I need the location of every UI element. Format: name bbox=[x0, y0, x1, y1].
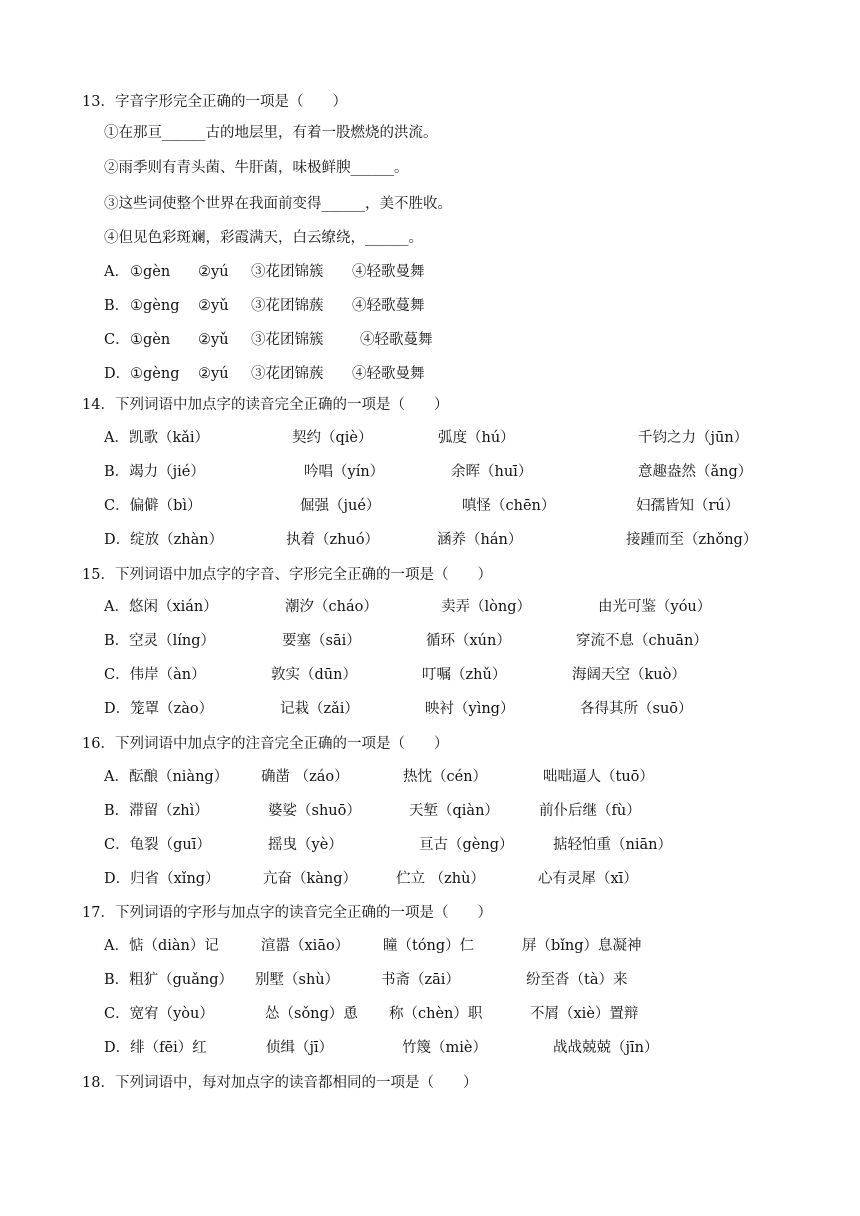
option-part: 纷至沓（tà）来 bbox=[526, 972, 628, 988]
option-part: 咄咄逼人（tuō） bbox=[543, 769, 654, 785]
option-part: D．绯（fēi）红 bbox=[104, 1040, 207, 1056]
option-part: 意趣盎然（ǎng） bbox=[638, 464, 753, 480]
option-part: ②yú bbox=[198, 366, 229, 382]
option-part: ③花团锦蔟 bbox=[251, 298, 324, 314]
option-letter: C． bbox=[104, 332, 130, 348]
option-part: 吟唱（yín） bbox=[304, 464, 385, 480]
option-part: 涵养（hán） bbox=[437, 532, 523, 548]
option-part: 映衬（yìng） bbox=[425, 701, 515, 717]
option-part: 执着（zhuó） bbox=[286, 532, 380, 548]
option-part: 接踵而至（zhǒng） bbox=[626, 532, 758, 548]
option-part: A．酝酿（niàng） bbox=[104, 769, 229, 785]
option-part: C．龟裂（guī） bbox=[104, 837, 211, 853]
option-part: D．绽放（zhàn） bbox=[104, 532, 224, 548]
question-13-sub-3: ③这些词使整个世界在我面前变得______，美不胜收。 bbox=[104, 196, 452, 212]
option-part: 摇曳（yè） bbox=[268, 837, 343, 853]
option-part: 怂（sǒng）恿 bbox=[265, 1006, 358, 1022]
option-part: C．伟岸（àn） bbox=[104, 667, 206, 683]
option-letter: A． bbox=[104, 264, 129, 280]
question-13-stem: 13．字音字形完全正确的一项是（ ） bbox=[82, 94, 347, 110]
option-part: 海阔天空（kuò） bbox=[572, 667, 686, 683]
option-part: ②yǔ bbox=[198, 332, 229, 348]
option-part: 瞳（tóng）仁 bbox=[383, 938, 475, 954]
option-part: A．惦（diàn）记 bbox=[104, 938, 219, 954]
option-part: 伫立 （zhù） bbox=[396, 871, 485, 887]
option-part: 记栽（zǎi） bbox=[280, 701, 359, 717]
option-part: D．笼罩（zào） bbox=[104, 701, 214, 717]
option-part: ①gèng bbox=[130, 366, 180, 382]
option-part: 由光可鉴（yóu） bbox=[598, 599, 712, 615]
option-part: C．宽宥（yòu） bbox=[104, 1006, 214, 1022]
option-part: 亘古（gèng） bbox=[419, 837, 514, 853]
question-17-stem: 17．下列词语的字形与加点字的读音完全正确的一项是（ ） bbox=[82, 905, 492, 921]
option-part: 余晖（huī） bbox=[451, 464, 533, 480]
option-part: 妇孺皆知（rú） bbox=[636, 498, 740, 514]
question-15-stem: 15．下列词语中加点字的字音、字形完全正确的一项是（ ） bbox=[82, 567, 492, 583]
option-part: ④轻歌曼舞 bbox=[352, 366, 425, 382]
option-part: ④轻歌蔓舞 bbox=[352, 298, 425, 314]
option-part: 循环（xún） bbox=[426, 633, 511, 649]
option-part: B．空灵（líng） bbox=[104, 633, 216, 649]
option-part: 要塞（sāi） bbox=[282, 633, 361, 649]
question-16-stem: 16．下列词语中加点字的注音完全正确的一项是（ ） bbox=[82, 736, 449, 752]
option-part: 不屑（xiè）置辩 bbox=[530, 1006, 639, 1022]
option-part: B．粗犷（guǎng） bbox=[104, 972, 234, 988]
option-letter: D． bbox=[104, 366, 131, 382]
option-part: 潮汐（cháo） bbox=[285, 599, 378, 615]
option-part: 掂轻怕重（niān） bbox=[553, 837, 672, 853]
option-part: ④轻歌曼舞 bbox=[352, 264, 425, 280]
option-part: 屏（bǐng）息凝神 bbox=[522, 938, 642, 954]
option-part: 敦实（dūn） bbox=[271, 667, 357, 683]
option-part: 契约（qiè） bbox=[292, 430, 373, 446]
option-part: 侦缉（jī） bbox=[266, 1040, 334, 1056]
question-13-sub-4: ④但见色彩斑斓，彩霞满天，白云缭绕，______。 bbox=[104, 230, 423, 246]
option-part: 亢奋（kàng） bbox=[263, 871, 358, 887]
option-part: 热忱（cén） bbox=[403, 769, 488, 785]
question-13-sub-2: ②雨季则有青头菌、牛肝菌，味极鲜腴______。 bbox=[104, 160, 409, 176]
option-part: ①gèng bbox=[130, 298, 180, 314]
option-part: ②yǔ bbox=[198, 298, 229, 314]
option-part: B．竭力（jié） bbox=[104, 464, 205, 480]
option-part: D．归省（xǐng） bbox=[104, 871, 220, 887]
option-part: ④轻歌蔓舞 bbox=[360, 332, 433, 348]
option-part: 穿流不息（chuān） bbox=[576, 633, 708, 649]
option-part: 心有灵犀（xī） bbox=[538, 871, 638, 887]
option-part: B．滞留（zhì） bbox=[104, 803, 209, 819]
option-part: 书斋（zāi） bbox=[381, 972, 460, 988]
option-part: ①gèn bbox=[130, 332, 171, 348]
option-part: 卖弄（lòng） bbox=[441, 599, 531, 615]
option-part: 天堑（qiàn） bbox=[409, 803, 499, 819]
option-part: 确凿 （záo） bbox=[261, 769, 349, 785]
question-13-sub-1: ①在那亘______古的地层里，有着一股燃烧的洪流。 bbox=[104, 125, 438, 141]
option-part: C．偏僻（bì） bbox=[104, 498, 202, 514]
option-part: 渲嚣（xiāo） bbox=[261, 938, 350, 954]
option-part: 弧度（hú） bbox=[438, 430, 515, 446]
question-14-stem: 14．下列词语中加点字的读音完全正确的一项是（ ） bbox=[82, 397, 449, 413]
option-part: ①gèn bbox=[130, 264, 171, 280]
option-part: 战战兢兢（jīn） bbox=[553, 1040, 659, 1056]
option-part: 前仆后继（fù） bbox=[539, 803, 641, 819]
question-18-stem: 18．下列词语中，每对加点字的读音都相同的一项是（ ） bbox=[82, 1075, 478, 1091]
option-part: A．凯歌（kǎi） bbox=[104, 430, 210, 446]
option-part: 各得其所（suō） bbox=[580, 701, 693, 717]
option-part: ③花团锦簇 bbox=[251, 264, 324, 280]
option-part: 称（chèn）职 bbox=[389, 1006, 483, 1022]
option-part: ②yú bbox=[198, 264, 229, 280]
option-part: 婆娑（shuō） bbox=[268, 803, 361, 819]
option-part: 嗔怪（chēn） bbox=[462, 498, 556, 514]
option-part: ③花团锦蔟 bbox=[251, 366, 324, 382]
option-part: 叮嘱（zhǔ） bbox=[422, 667, 507, 683]
option-part: A．悠闲（xián） bbox=[104, 599, 218, 615]
option-letter: B． bbox=[104, 298, 130, 314]
option-part: 千钧之力（jūn） bbox=[638, 430, 749, 446]
option-part: ③花团锦簇 bbox=[251, 332, 324, 348]
option-part: 竹篾（miè） bbox=[402, 1040, 487, 1056]
option-part: 别墅（shù） bbox=[255, 972, 340, 988]
option-part: 倔强（jué） bbox=[300, 498, 381, 514]
